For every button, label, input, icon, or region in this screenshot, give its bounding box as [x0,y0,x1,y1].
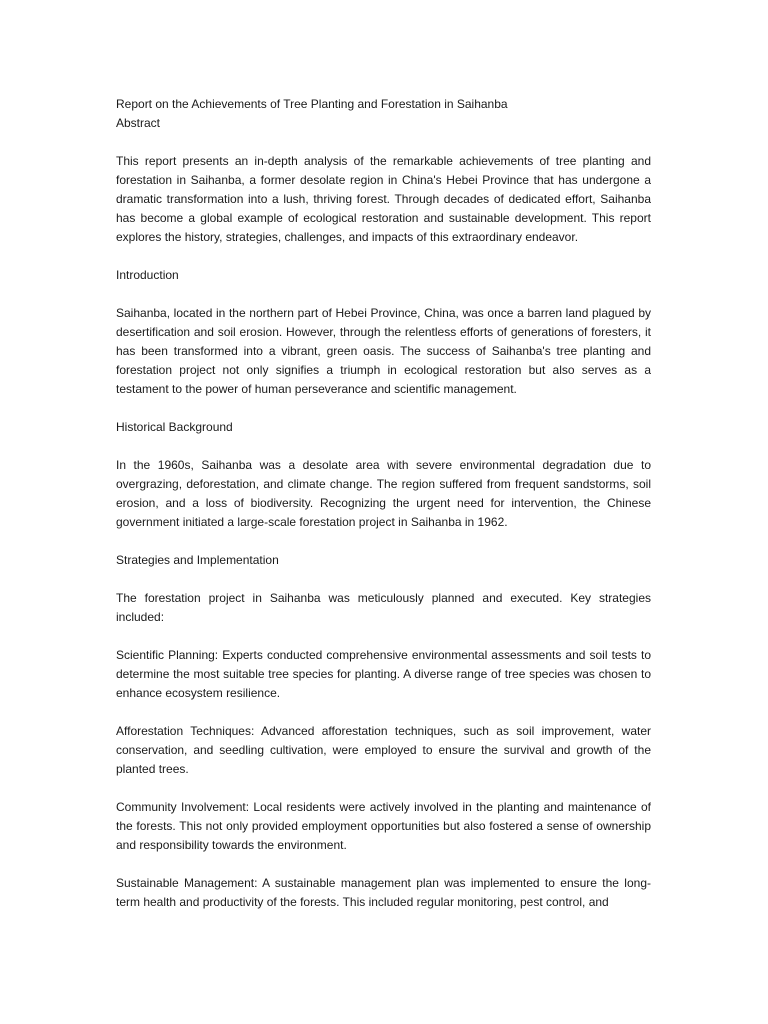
abstract-label: Abstract [116,116,161,130]
introduction-paragraph: Saihanba, located in the northern part of Hebei Province, China, was once a barren land plagued by desertification and soil erosion. However, through the relentless efforts of generations of foresters, it has been transformed into a vibrant, green oasis. The success of Saihanba's tree planting and forestation project not only signifies a triumph in ecological restoration but also serves as a testament to the power of human perseverance and scientific management. [116,306,651,396]
abstract-paragraph: This report presents an in-depth analysis of the remarkable achievements of tree planting and forestation in Saihanba, a former desolate region in China's Hebei Province that has undergone a dramatic transformation into a lush, thriving forest. Through decades of dedicated effort, Saihanba has become a global example of ecological restoration and sustainable development. This report explores the history, strategies, challenges, and impacts of this extraordinary endeavor. [116,154,651,244]
strategies-heading: Strategies and Implementation [116,553,279,567]
community-involvement-paragraph: Community Involvement: Local residents were actively involved in the planting and maintenance of the forests. This not only provided employment opportunities but also fostered a sense of ownership and responsibility towards the environment. [116,800,651,852]
document-title: Report on the Achievements of Tree Planting and Forestation in Saihanba [116,97,508,111]
historical-background-heading: Historical Background [116,420,233,434]
scientific-planning-paragraph: Scientific Planning: Experts conducted comprehensive environmental assessments and soil tests to determine the most suitable tree species for planting. A diverse range of tree species was chosen to enhance ecosystem resilience. [116,648,651,700]
historical-background-paragraph: In the 1960s, Saihanba was a desolate area with severe environmental degradation due to overgrazing, deforestation, and climate change. The region suffered from frequent sandstorms, soil erosion, and a loss of biodiversity. Recognizing the urgent need for intervention, the Chinese government initiated a large-scale forestation project in Saihanba in 1962. [116,458,651,529]
sustainable-management-paragraph: Sustainable Management: A sustainable management plan was implemented to ensure the long-term health and productivity of the forests. This included regular monitoring, pest control, and [116,876,651,909]
document-body [116,95,651,929]
strategies-intro-paragraph: The forestation project in Saihanba was meticulously planned and executed. Key strategies included: [116,591,651,624]
introduction-heading: Introduction [116,268,179,282]
afforestation-techniques-paragraph: Afforestation Techniques: Advanced afforestation techniques, such as soil improvement, water conservation, and seedling cultivation, were employed to ensure the survival and growth of the planted trees. [116,724,651,776]
